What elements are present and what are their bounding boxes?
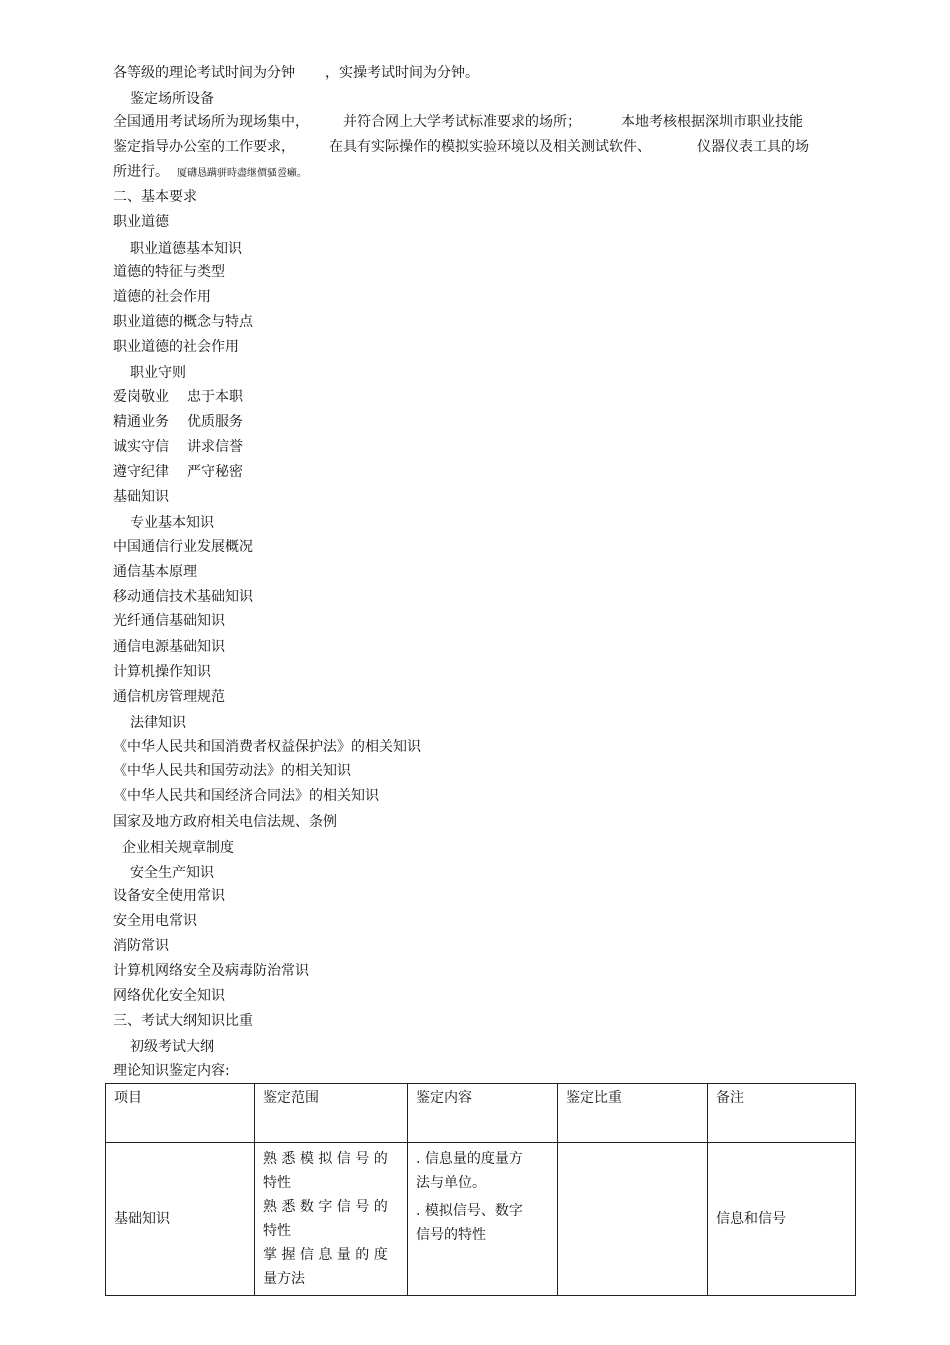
scope-line: 特性	[263, 1175, 291, 1191]
pro-item: 通信基本原理	[113, 564, 197, 580]
venue-p2-b: 在具有实际操作的模拟实验环境以及相关测试软件、	[329, 139, 651, 155]
law-item: 《中华人民共和国劳动法》的相关知识	[113, 763, 351, 779]
content-line: . 信息量的度量方	[416, 1151, 523, 1167]
section-2-title: 二、基本要求	[113, 189, 197, 205]
exam-time-text-a: 各等级的理论考试时间为分钟	[113, 65, 295, 81]
pro-item: 计算机操作知识	[113, 664, 211, 680]
rule-item	[113, 388, 243, 406]
law-item: 《中华人民共和国经济合同法》的相关知识	[113, 788, 379, 804]
content-line: 法与单位。	[416, 1175, 486, 1191]
pro-item: 移动通信技术基础知识	[113, 589, 253, 605]
outline-table	[105, 1083, 856, 1296]
ethics-basic-heading: 职业道德基本知识	[130, 241, 242, 257]
safety-heading: 安全生产知识	[130, 865, 214, 881]
cell-weight	[558, 1143, 708, 1296]
venue-p2-a: 鉴定指导办公室的工作要求，	[113, 139, 295, 155]
safety-item: 消防常识	[113, 938, 169, 954]
cell-scope	[255, 1143, 408, 1296]
ethics-heading: 职业道德	[113, 214, 169, 230]
scope-line: 熟 悉 模 拟 信 号 的	[263, 1151, 388, 1167]
pro-basic-heading: 专业基本知识	[130, 515, 214, 531]
header-cell-item: 项目	[106, 1084, 255, 1143]
rule-left: 诚实守信	[113, 439, 169, 455]
content-line: 信号的特性	[416, 1227, 486, 1243]
law-item: 《中华人民共和国消费者权益保护法》的相关知识	[113, 739, 421, 755]
section-3-title: 三、考试大纲知识比重	[113, 1013, 253, 1029]
basic-knowledge-heading: 基础知识	[113, 489, 169, 505]
scope-line: 特性	[263, 1223, 291, 1239]
cell-content	[408, 1143, 558, 1296]
rule-right: 严守秘密	[187, 464, 243, 480]
ethics-item: 职业道德的社会作用	[113, 339, 239, 355]
ethics-item: 职业道德的概念与特点	[113, 314, 253, 330]
rule-item	[113, 463, 243, 481]
venue-para-line-3	[113, 163, 307, 183]
scope-line: 熟 悉 数 字 信 号 的	[263, 1199, 388, 1215]
rule-item	[113, 438, 243, 456]
header-cell-weight: 鉴定比重	[558, 1084, 708, 1143]
rule-left: 爱岗敬业	[113, 389, 169, 405]
venue-heading: 鉴定场所设备	[130, 91, 214, 107]
pro-item: 通信电源基础知识	[113, 639, 225, 655]
content-line: . 模拟信号、数字	[416, 1203, 523, 1219]
scope-line: 量方法	[263, 1271, 305, 1287]
rules-heading: 职业守则	[130, 365, 186, 381]
table-header-row	[106, 1084, 856, 1143]
theory-content-label: 理论知识鉴定内容:	[113, 1063, 230, 1079]
scope-line: 掌 握 信 息 量 的 度	[263, 1247, 388, 1263]
venue-p1-a: 全国通用考试场所为现场集中，	[113, 114, 309, 130]
header-cell-content: 鉴定内容	[408, 1084, 558, 1143]
cell-item: 基础知识	[106, 1143, 255, 1296]
rule-right: 忠于本职	[187, 389, 243, 405]
rule-right: 优质服务	[187, 414, 243, 430]
rule-item	[113, 413, 243, 431]
law-heading: 法律知识	[130, 715, 186, 731]
law-item: 国家及地方政府相关电信法规、条例	[113, 814, 337, 830]
venue-p1-b: 并符合网上大学考试标准要求的场所；	[343, 114, 581, 130]
safety-item: 安全用电常识	[113, 913, 197, 929]
safety-item: 设备安全使用常识	[113, 888, 225, 904]
safety-item: 计算机网络安全及病毒防治常识	[113, 963, 309, 979]
safety-item: 网络优化安全知识	[113, 988, 225, 1004]
pro-item: 通信机房管理规范	[113, 689, 225, 705]
pro-item: 中国通信行业发展概况	[113, 539, 253, 555]
rule-right: 讲求信誉	[187, 439, 243, 455]
rule-left: 精通业务	[113, 414, 169, 430]
cell-note: 信息和信号	[708, 1143, 856, 1296]
company-rules-heading: 企业相关规章制度	[122, 840, 234, 856]
rule-left: 遵守纪律	[113, 464, 169, 480]
venue-p1-c: 本地考核根据深圳市职业技能	[621, 114, 803, 130]
garbled-text: 厦礴恳蹒骈時盡继價骚巹癩。	[177, 168, 307, 179]
junior-outline-heading: 初级考试大纲	[130, 1039, 214, 1055]
header-cell-note: 备注	[708, 1084, 856, 1143]
venue-para-line-1	[113, 113, 803, 131]
table-row	[106, 1143, 856, 1296]
ethics-item: 道德的特征与类型	[113, 264, 225, 280]
exam-time-line	[113, 64, 479, 82]
header-cell-scope: 鉴定范围	[255, 1084, 408, 1143]
pro-item: 光纤通信基础知识	[113, 613, 225, 629]
venue-para-line-2	[113, 138, 809, 156]
venue-p3-a: 所进行。	[113, 164, 169, 180]
ethics-item: 道德的社会作用	[113, 289, 211, 305]
venue-p2-c: 仪器仪表工具的场	[697, 139, 809, 155]
exam-time-text-b: ，实操考试时间为分钟。	[325, 65, 479, 81]
